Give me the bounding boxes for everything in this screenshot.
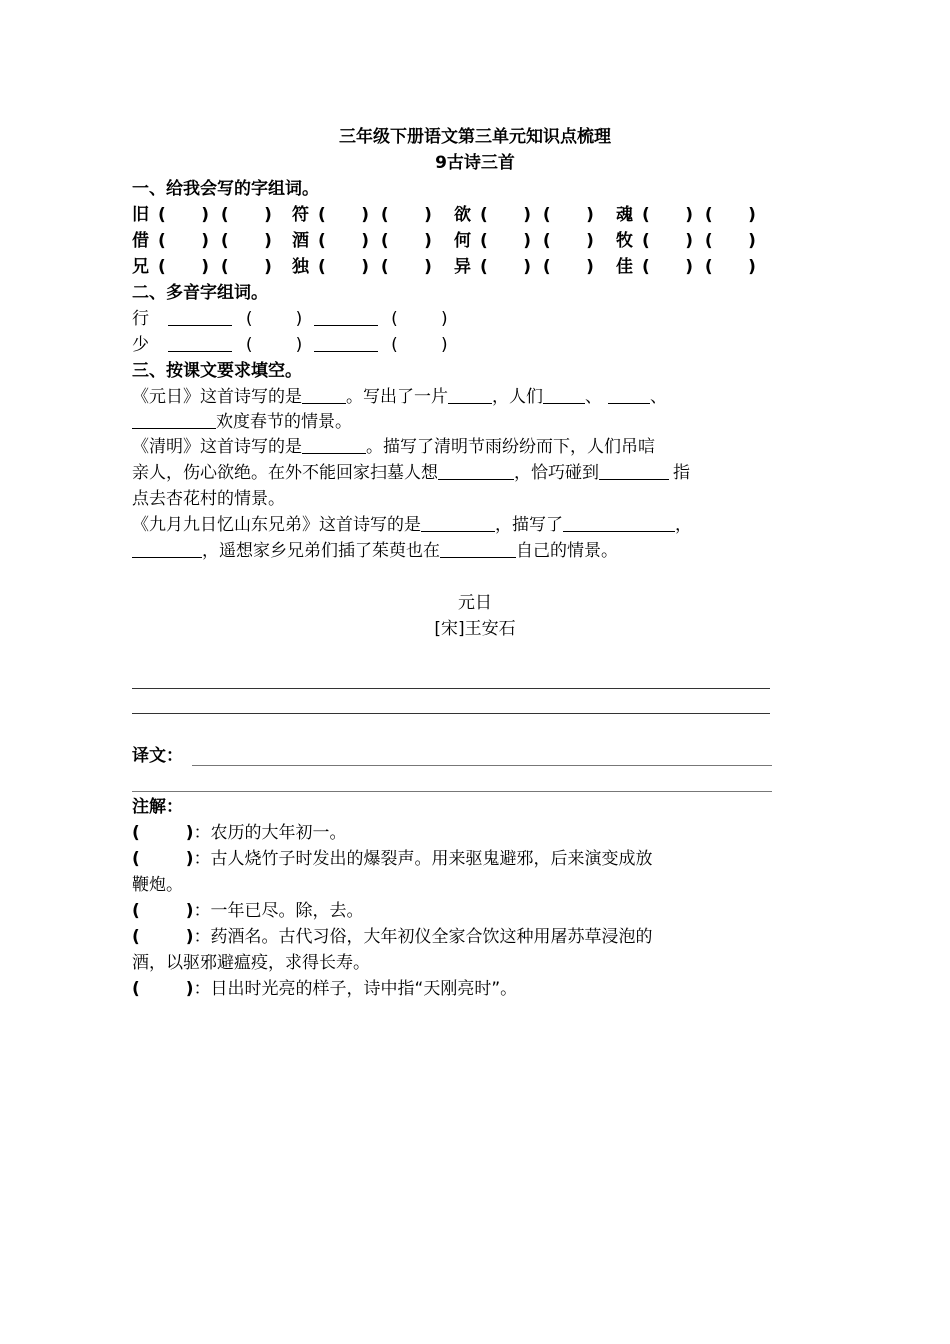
- char-cell: 异: [454, 257, 471, 277]
- blank-parens[interactable]: ( ) ( ): [158, 231, 272, 251]
- paren-open: (: [132, 823, 140, 843]
- qingming-line-3: [132, 488, 285, 510]
- blank-line[interactable]: [440, 541, 516, 558]
- blank-line[interactable]: [302, 387, 346, 404]
- text-fragment: 。描写了清明节雨纷纷而下，人们吊唁: [366, 437, 655, 457]
- notes-label: 注解：: [132, 797, 183, 817]
- char-cell: 独: [292, 257, 309, 277]
- note-text: ：药酒名。古代习俗，大年初仪全家合饮这种用屠苏草浸泡的: [193, 927, 653, 947]
- blank-parens[interactable]: ( ) ( ): [480, 205, 594, 225]
- blank-line[interactable]: [168, 309, 232, 326]
- section2-heading: 二、多音字组词。: [132, 283, 268, 303]
- paren-open: (: [132, 927, 140, 947]
- note-item: [132, 978, 517, 1000]
- translation-line[interactable]: [132, 791, 772, 792]
- text-fragment: ，恰巧碰到: [514, 463, 599, 483]
- polyphone-char: 少: [132, 335, 149, 355]
- translation-label: 译文：: [132, 746, 183, 766]
- paren-open: (: [132, 901, 140, 921]
- text-fragment: 《九月九日忆山东兄弟》这首诗写的是: [132, 515, 421, 535]
- char-cell: 魂: [616, 205, 633, 225]
- poem-title: 元日: [458, 593, 492, 613]
- note-item: [132, 848, 653, 870]
- blank-parens[interactable]: ( ): [245, 309, 303, 329]
- blank-line[interactable]: [302, 437, 366, 454]
- paren-close: ): [185, 823, 194, 843]
- note-text: ：日出时光亮的样子，诗中指“天刚亮时”。: [193, 979, 518, 999]
- blank-parens[interactable]: ( ): [391, 335, 448, 355]
- blank-line[interactable]: [132, 412, 216, 429]
- section3-heading: 三、按课文要求填空。: [132, 361, 302, 381]
- blank-line[interactable]: [421, 515, 495, 532]
- blank-parens[interactable]: ( ) ( ): [158, 205, 272, 225]
- char-cell: 符: [292, 205, 309, 225]
- text-fragment: ，人们: [492, 387, 543, 407]
- blank-parens[interactable]: ( ) ( ): [480, 231, 594, 251]
- writing-line[interactable]: [132, 713, 770, 714]
- paren-close: ): [185, 979, 194, 999]
- text-fragment: 、: [650, 387, 667, 407]
- note-continuation: 酒，以驱邪避瘟疫，求得长寿。: [132, 953, 370, 973]
- blank-line[interactable]: [448, 387, 492, 404]
- blank-line[interactable]: [563, 515, 675, 532]
- paren-close: ): [185, 849, 194, 869]
- char-cell: 牧: [616, 231, 633, 251]
- text-fragment: 自己的情景。: [516, 541, 618, 561]
- page-title: 三年级下册语文第三单元知识点梳理: [339, 127, 611, 147]
- text-fragment: 点去杏花村的情景。: [132, 489, 285, 509]
- blank-parens[interactable]: ( ) ( ): [642, 257, 756, 277]
- text-fragment: 亲人，伤心欲绝。在外不能回家扫墓人想: [132, 463, 438, 483]
- text-fragment: 欢度春节的情景。: [216, 412, 352, 432]
- polyphone-row-2: [132, 334, 448, 356]
- poem-author: [宋]王安石: [434, 619, 516, 639]
- blank-parens[interactable]: ( ) ( ): [158, 257, 272, 277]
- blank-line[interactable]: [168, 335, 232, 352]
- jiuyue-line-1: [132, 514, 692, 536]
- text-fragment: 《元日》这首诗写的是: [132, 387, 302, 407]
- blank-parens[interactable]: ( ) ( ): [318, 205, 432, 225]
- blank-parens[interactable]: ( ) ( ): [480, 257, 594, 277]
- writing-line[interactable]: [132, 688, 770, 689]
- text-fragment: 。写出了一片: [346, 387, 448, 407]
- blank-line[interactable]: [314, 335, 378, 352]
- note-item: [132, 926, 653, 948]
- char-cell: 酒: [292, 231, 309, 251]
- text-fragment: 《清明》这首诗写的是: [132, 437, 302, 457]
- text-fragment: ，描写了: [495, 515, 563, 535]
- paren-close: ): [185, 927, 194, 947]
- translation-line[interactable]: [192, 765, 772, 766]
- note-text: ：古人烧竹子时发出的爆裂声。用来驱鬼避邪，后来演变成放: [193, 849, 653, 869]
- blank-line[interactable]: [132, 541, 202, 558]
- lesson-title: 9古诗三首: [435, 153, 515, 173]
- qingming-line-2: [132, 462, 690, 484]
- blank-parens[interactable]: ( ) ( ): [318, 257, 432, 277]
- text-fragment: ，遥想家乡兄弟们插了茱萸也在: [202, 541, 440, 561]
- blank-line[interactable]: [314, 309, 378, 326]
- blank-parens[interactable]: ( ) ( ): [642, 231, 756, 251]
- note-item: [132, 900, 364, 922]
- blank-parens[interactable]: ( ) ( ): [642, 205, 756, 225]
- char-cell: 佳: [616, 257, 633, 277]
- blank-line[interactable]: [599, 463, 669, 480]
- text-fragment: 、: [585, 387, 602, 407]
- section1-heading: 一、给我会写的字组词。: [132, 179, 319, 199]
- blank-parens[interactable]: ( ): [245, 335, 303, 355]
- note-text: ：一年已尽。除，去。: [193, 901, 364, 921]
- text-fragment: ，: [675, 515, 692, 535]
- note-text: ：农历的大年初一。: [193, 823, 347, 843]
- char-cell: 欲: [454, 205, 471, 225]
- paren-close: ): [185, 901, 194, 921]
- blank-parens[interactable]: ( ) ( ): [318, 231, 432, 251]
- char-cell: 何: [454, 231, 471, 251]
- note-continuation: 鞭炮。: [132, 875, 183, 895]
- char-cell: 兄: [132, 257, 149, 277]
- paren-open: (: [132, 979, 140, 999]
- blank-parens[interactable]: ( ): [391, 309, 448, 329]
- char-cell: 旧: [132, 205, 149, 225]
- blank-line[interactable]: [438, 463, 514, 480]
- blank-line[interactable]: [543, 387, 585, 404]
- paren-open: (: [132, 849, 140, 869]
- polyphone-row-1: [132, 308, 448, 330]
- qingming-line-1: [132, 436, 655, 458]
- blank-line[interactable]: [608, 387, 650, 404]
- yuanri-line-2: [132, 411, 352, 433]
- yuanri-line-1: [132, 386, 667, 408]
- char-cell: 借: [132, 231, 149, 251]
- note-item: [132, 822, 347, 844]
- jiuyue-line-2: [132, 540, 618, 562]
- text-fragment: 指: [673, 463, 690, 483]
- polyphone-char: 行: [132, 309, 149, 329]
